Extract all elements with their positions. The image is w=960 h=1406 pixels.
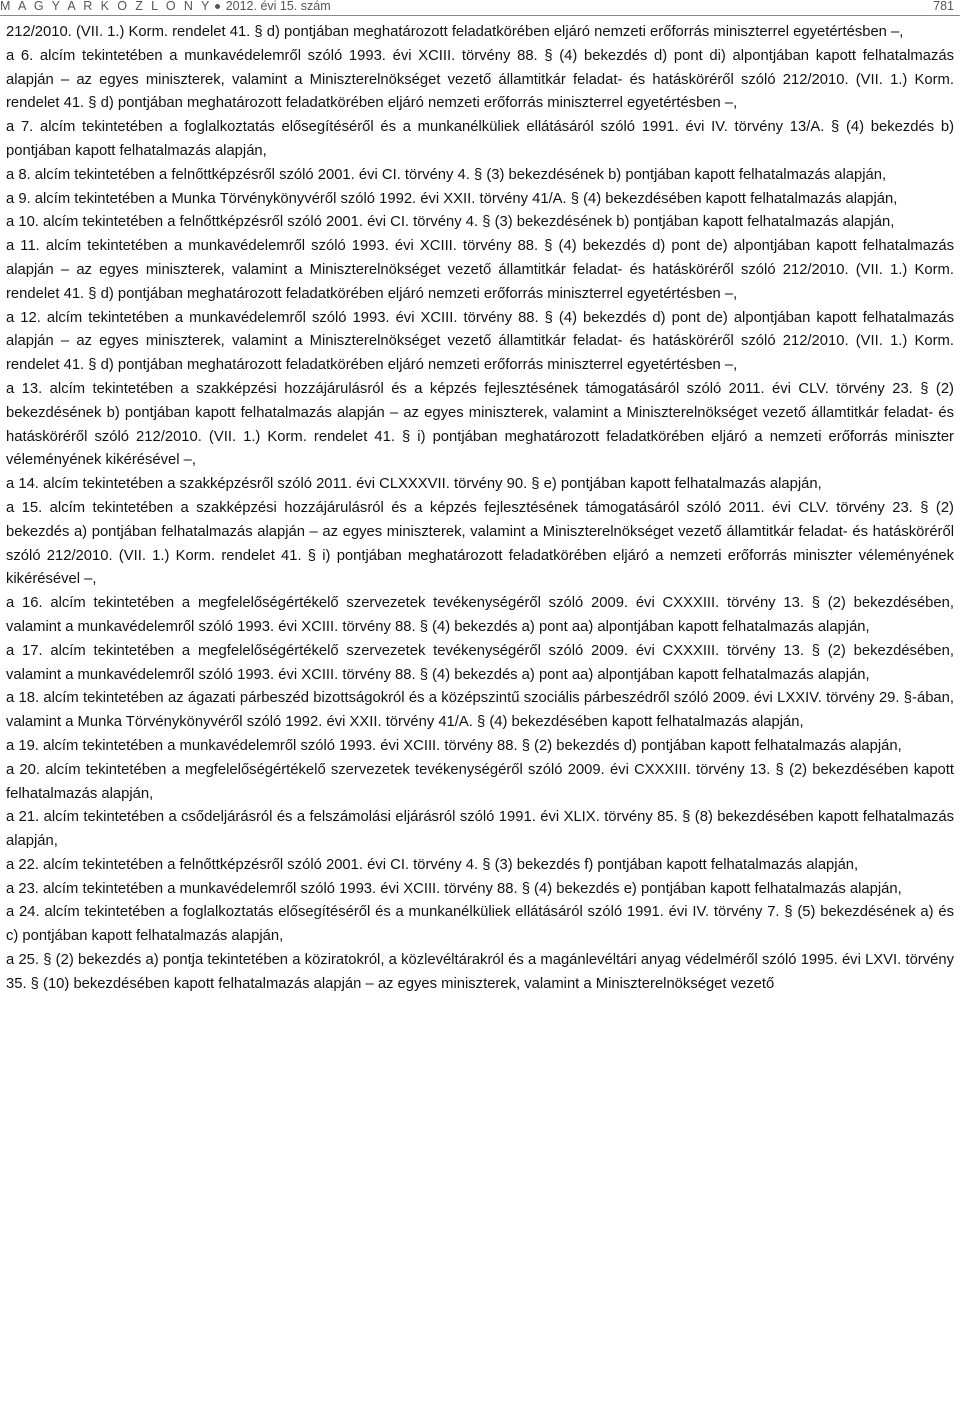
paragraph: a 23. alcím tekintetében a munkavédelemről szóló 1993. évi XCIII. törvény 88. § (4) bekezdés e) pontjában kapott felhatalmazás alapján, xyxy=(6,880,902,897)
paragraph: a 13. alcím tekintetében a szakképzési hozzájárulásról és a képzés fejlesztésének támogatásáról szóló 2011. évi CLV. törvény 23. § (2) bekezdésének b) pontjában kapott felhatalmazás alapján – az egyes miniszterek, valamint a Miniszterelnökséget vezető államtitkár feladat- és hatásköréről szóló 212/2010. (VII. 1.) Korm. rendelet 41. § i) pontjában meghatározott feladatkörében eljáró a nemzeti erőforrás miniszter véleményének kikérésével –, xyxy=(6,380,954,469)
paragraph: a 17. alcím tekintetében a megfelelőségértékelő szervezetek tevékenységéről szóló 2009. évi CXXXIII. törvény 13. § (2) bekezdésében, valamint a munkavédelemről szóló 1993. évi XCIII. törvény 88. § (4) bekezdés a) pont aa) alpontjában kapott felhatalmazás alapján, xyxy=(6,642,954,683)
document-body xyxy=(6,21,954,997)
paragraph: a 15. alcím tekintetében a szakképzési hozzájárulásról és a képzés fejlesztésének támogatásáról szóló 2011. évi CLV. törvény 23. § (2) bekezdés a) pontjában felhatalmazás alapján – az egyes miniszterek, valamint a Miniszterelnökséget vezető államtitkár feladat- és hatásköréről szóló 212/2010. (VII. 1.) Korm. rendelet 41. § i) pontjában meghatározott feladatkörében eljáró a nemzeti erőforrás miniszter véleményének kikérésével –, xyxy=(6,499,954,588)
running-header xyxy=(0,0,960,12)
paragraph: a 7. alcím tekintetében a foglalkoztatás elősegítéséről és a munkanélküliek ellátásáról szóló 1991. évi IV. törvény 13/A. § (4) bekezdés b) pontjában kapott felhatalmazás alapján, xyxy=(6,119,954,159)
paragraph: a 10. alcím tekintetében a felnőttképzésről szóló 2001. évi CI. törvény 4. § (3) bekezdésének b) pontjában kapott felhatalmazás alapján, xyxy=(6,214,895,231)
paragraph: a 8. alcím tekintetében a felnőttképzésről szóló 2001. évi CI. törvény 4. § (3) bekezdésének b) pontjában kapott felhatalmazás alapján, xyxy=(6,166,887,183)
paragraph: a 16. alcím tekintetében a megfelelőségértékelő szervezetek tevékenységéről szóló 2009. évi CXXXIII. törvény 13. § (2) bekezdésében, valamint a munkavédelemről szóló 1993. évi XCIII. törvény 88. § (4) bekezdés a) pont aa) alpontjában kapott felhatalmazás alapján, xyxy=(6,595,954,635)
header-divider xyxy=(0,15,960,16)
paragraph: a 18. alcím tekintetében az ágazati párbeszéd bizottságokról és a középszintű szociális párbeszédről szóló 2009. évi LXXIV. törvény 29. §-ában, valamint a Munka Törvénykönyvéről szóló 1992. évi XXII. törvény 41/A. § (4) bekezdésében kapott felhatalmazás alapján, xyxy=(6,690,954,731)
paragraph: a 22. alcím tekintetében a felnőttképzésről szóló 2001. évi CI. törvény 4. § (3) bekezdés f) pontjában kapott felhatalmazás alapján, xyxy=(6,856,859,873)
paragraph: a 14. alcím tekintetében a szakképzésről szóló 2011. évi CLXXXVII. törvény 90. § e) pontjában kapott felhatalmazás alapján, xyxy=(6,476,822,493)
paragraph: a 19. alcím tekintetében a munkavédelemről szóló 1993. évi XCIII. törvény 88. § (2) bekezdés d) pontjában kapott felhatalmazás alapján, xyxy=(6,737,902,754)
publication-title: M A G Y A R K Ö Z L Ö N Y xyxy=(0,0,212,13)
paragraph: a 24. alcím tekintetében a foglalkoztatás elősegítéséről és a munkanélküliek ellátásáról szóló 1991. évi IV. törvény 7. § (5) bekezdésének a) és c) pontjában kapott felhatalmazás alapján, xyxy=(6,904,954,945)
paragraph: a 11. alcím tekintetében a munkavédelemről szóló 1993. évi XCIII. törvény 88. § (4) bekezdés d) pont de) alpontjában kapott felhatalmazás alapján – az egyes miniszterek, valamint a Miniszterelnökséget vezető államtitkár feladat- és hatásköréről szóló 212/2010. (VII. 1.) Korm. rendelet 41. § d) pontjában meghatározott feladatkörében eljáró nemzeti erőforrás miniszterrel egyetértésben –, xyxy=(6,238,954,302)
bullet-separator xyxy=(215,4,220,9)
issue-label: 2012. évi 15. szám xyxy=(225,0,331,13)
paragraph: a 20. alcím tekintetében a megfelelőségértékelő szervezetek tevékenységéről szóló 2009. évi CXXXIII. törvény 13. § (2) bekezdésében kapott felhatalmazás alapján, xyxy=(6,761,954,802)
header-left xyxy=(0,0,331,12)
paragraph: 212/2010. (VII. 1.) Korm. rendelet 41. § d) pontjában meghatározott feladatkörében eljáró nemzeti erőforrás miniszterrel egyetértésben –, xyxy=(6,24,904,40)
paragraph: a 25. § (2) bekezdés a) pontja tekintetében a köziratokról, a közlevéltárakról és a magánlevéltári anyag védelméről szóló 1995. évi LXVI. törvény 35. § (10) bekezdésében kapott felhatalmazás alapján – az egyes miniszterek, valamint a Miniszterelnökséget vezető xyxy=(6,952,954,992)
paragraph: a 21. alcím tekintetében a csődeljárásról és a felszámolási eljárásról szóló 1991. évi XLIX. törvény 85. § (8) bekezdésében kapott felhatalmazás alapján, xyxy=(6,809,954,850)
page-number: 781 xyxy=(933,0,954,13)
paragraph: a 12. alcím tekintetében a munkavédelemről szóló 1993. évi XCIII. törvény 88. § (4) bekezdés d) pont de) alpontjában kapott felhatalmazás alapján – az egyes miniszterek, valamint a Miniszterelnökséget vezető államtitkár feladat- és hatásköréről szóló 212/2010. (VII. 1.) Korm. rendelet 41. § d) pontjában meghatározott feladatkörében eljáró nemzeti erőforrás miniszterrel egyetértésben –, xyxy=(6,309,954,374)
paragraph: a 9. alcím tekintetében a Munka Törvénykönyvéről szóló 1992. évi XXII. törvény 41/A. § (4) bekezdésében kapott felhatalmazás alapján, xyxy=(6,190,898,207)
paragraph: a 6. alcím tekintetében a munkavédelemről szóló 1993. évi XCIII. törvény 88. § (4) bekezdés d) pont di) alpontjában kapott felhatalmazás alapján – az egyes miniszterek, valamint a Miniszterelnökséget vezető államtitkár feladat- és hatásköréről szóló 212/2010. (VII. 1.) Korm. rendelet 41. § d) pontjában meghatározott feladatkörében eljáró nemzeti erőforrás miniszterrel egyetértésben –, xyxy=(6,47,954,112)
